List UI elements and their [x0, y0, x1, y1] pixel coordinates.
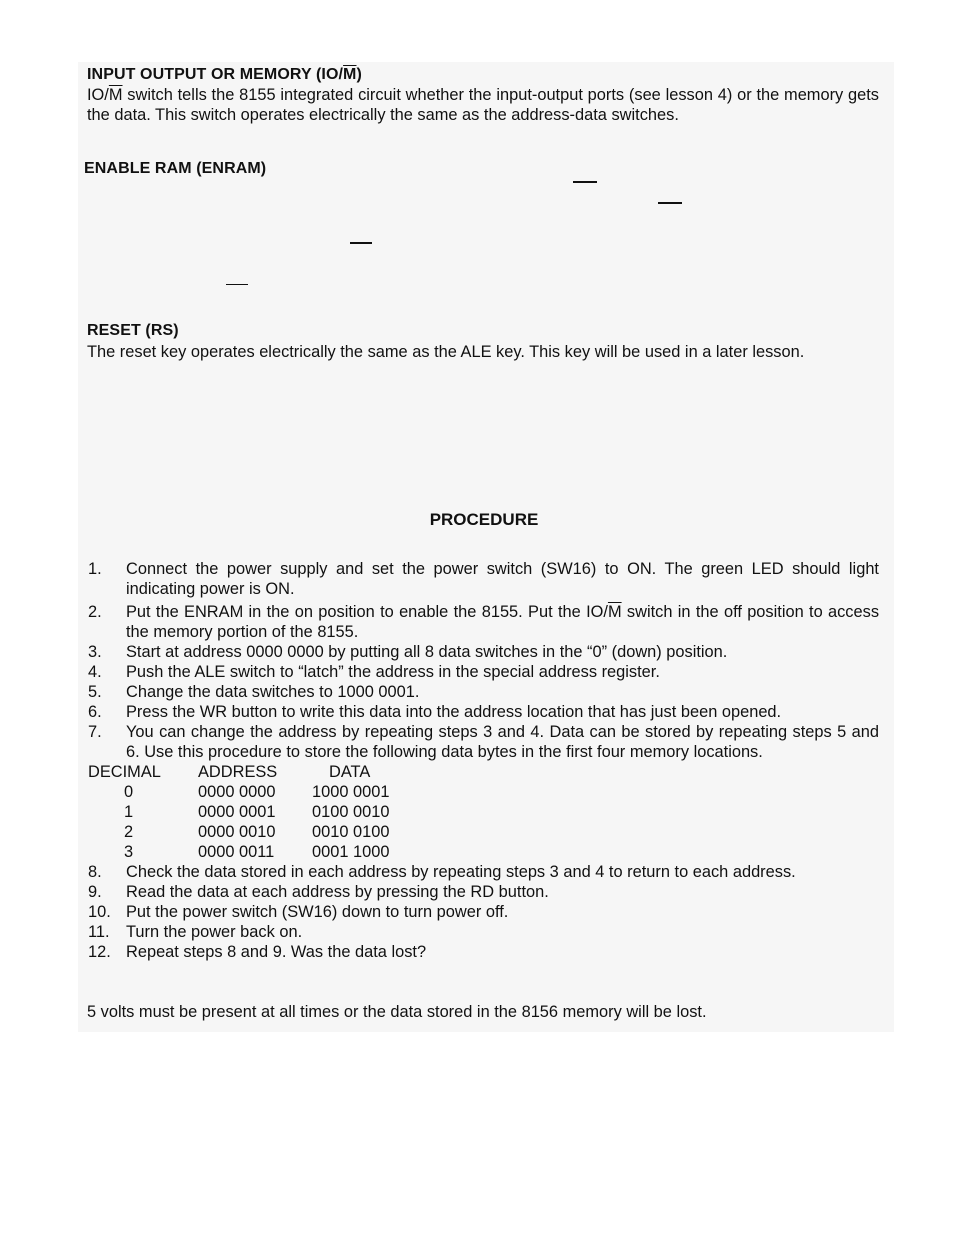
- procedure-step: [87, 642, 879, 662]
- io-m-heading: INPUT OUTPUT OR MEMORY $(IO/\overline{M})$: [87, 66, 362, 83]
- cell-address: 0000 0011: [198, 843, 275, 861]
- cell-address: 0000 0001: [198, 803, 276, 821]
- step-text: Connect the power supply and set the power switch (SW16) to ON. The green LED should light indicating power is ON.: [126, 560, 879, 598]
- footer-note: 5 volts must be present at all times or the data stored in the 8156 memory will be lost.: [87, 1003, 707, 1021]
- step-number: 3.: [88, 643, 102, 661]
- reset-description: The reset key operates electrically the same as the ALE key. This key will be used in a later lesson.: [87, 343, 805, 361]
- step-number: 7.: [88, 723, 102, 741]
- step-text: Push the ALE switch to “latch” the address in the special address register.: [126, 663, 660, 681]
- procedure-step: [87, 922, 879, 942]
- enram-heading: ENABLE RAM (ENRAM): [84, 160, 267, 177]
- procedure-step: [87, 902, 879, 922]
- step-text: Check the data stored in each address by repeating steps 3 and 4 to return to each address.: [126, 863, 796, 881]
- overbar-mark: [573, 181, 597, 183]
- step-text: Put the power switch (SW16) down to turn power off.: [126, 903, 509, 921]
- step-text: Change the data switches to 1000 0001.: [126, 683, 420, 701]
- step-number: 2.: [88, 603, 102, 621]
- table-header-row: [88, 762, 389, 782]
- cell-data: 0001 1000: [312, 843, 390, 861]
- procedure-step: [87, 702, 879, 722]
- cell-data: 0010 0100: [312, 823, 390, 841]
- cell-decimal: 3: [124, 843, 134, 861]
- procedure-step: [87, 882, 879, 902]
- procedure-step: [87, 559, 879, 599]
- step-number: 6.: [88, 703, 102, 721]
- procedure-step: [87, 722, 879, 862]
- step-number: 1.: [88, 560, 102, 578]
- reset-heading: RESET (RS): [87, 322, 179, 339]
- cell-decimal: 0: [124, 783, 134, 801]
- io-m-description: $IO/\overline{M}$ switch tells the 8155 integrated circuit whether the input-output ports (see lesson 4) or the memory gets the data. This switch operates electrically the same as the address-data switches.: [87, 86, 879, 124]
- step-number: 12.: [88, 943, 111, 961]
- cell-data: 1000 0001: [312, 783, 390, 801]
- cell-data: 0100 0010: [312, 803, 390, 821]
- column-header-address: ADDRESS: [198, 763, 278, 781]
- table-row: [88, 842, 389, 862]
- cell-decimal: 2: [124, 823, 134, 841]
- step-number: 10.: [88, 903, 111, 921]
- column-header-decimal: DECIMAL: [88, 763, 161, 781]
- step-text: Repeat steps 8 and 9. Was the data lost?: [126, 943, 427, 961]
- overbar-mark: [226, 284, 248, 285]
- cell-address: 0000 0010: [198, 823, 276, 841]
- step-text: Put the ENRAM in the on position to enable the 8155. Put the $IO/\overline{M}$ switch in the off position to access the memory portion of the 8155.: [126, 603, 880, 641]
- step-text: Turn the power back on.: [126, 923, 303, 941]
- overbar-mark: [350, 242, 372, 244]
- step-text: Start at address 0000 0000 by putting all 8 data switches in the “0” (down) position.: [126, 643, 728, 661]
- step-number: 5.: [88, 683, 102, 701]
- step-number: 4.: [88, 663, 102, 681]
- procedure-step: [87, 602, 879, 642]
- step-text: Read the data at each address by pressing the RD button.: [126, 883, 549, 901]
- table-row: [88, 782, 389, 802]
- procedure-title: PROCEDURE: [429, 510, 539, 529]
- cell-decimal: 1: [124, 803, 134, 821]
- step-number: 11.: [88, 923, 110, 941]
- table-row: [88, 802, 389, 822]
- step-number: 8.: [88, 863, 102, 881]
- step-text: You can change the address by repeating steps 3 and 4. Data can be stored by repeating steps 5 and 6. Use this procedure to store the following data bytes in the first four memory locations.: [126, 723, 879, 761]
- overbar-mark: [658, 202, 682, 204]
- procedure-steps: [87, 559, 879, 962]
- column-header-data: DATA: [329, 763, 371, 781]
- step-number: 9.: [88, 883, 102, 901]
- procedure-step: [87, 682, 879, 702]
- cell-address: 0000 0000: [198, 783, 276, 801]
- table-row: [88, 822, 389, 842]
- procedure-step: [87, 662, 879, 682]
- memory-data-table: [88, 762, 389, 862]
- procedure-step: [87, 942, 879, 962]
- procedure-step: [87, 862, 879, 882]
- step-text: Press the WR button to write this data into the address location that has just been opened.: [126, 703, 782, 721]
